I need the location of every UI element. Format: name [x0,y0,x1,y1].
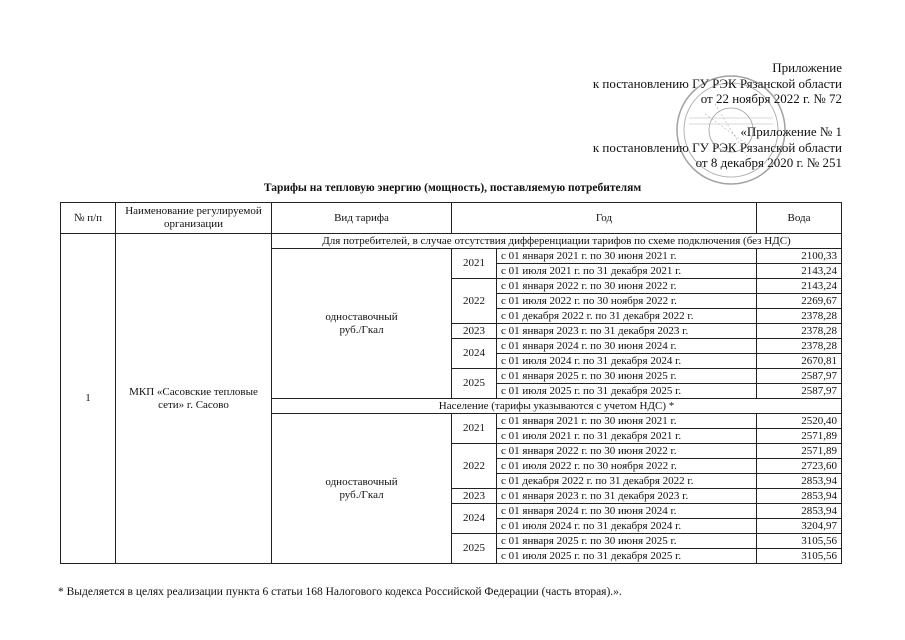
period-cell: с 01 декабря 2022 г. по 31 декабря 2022 г. [497,309,757,324]
period-cell: с 01 января 2023 г. по 31 декабря 2023 г. [497,324,757,339]
footnote: * Выделяется в целях реализации пункта 6 статьи 168 Налогового кодекса Российской Федерации (часть вторая).». [58,586,622,598]
value-cell: 3105,56 [757,534,842,549]
appendix1-date: от 8 декабря 2020 г. № 251 [695,155,842,170]
document-title: Тарифы на тепловую энергию (мощность), поставляемую потребителям [263,182,642,194]
tariff-type: одноставочный [325,475,398,488]
period-cell: с 01 июля 2021 г. по 31 декабря 2021 г. [497,264,757,279]
value-cell: 2723,60 [757,459,842,474]
value-cell: 2378,28 [757,324,842,339]
period-cell: с 01 июля 2021 г. по 31 декабря 2021 г. [497,429,757,444]
appendix-to: к постановлению ГУ РЭК Рязанской области [592,75,842,91]
year-cell: 2021 [452,249,497,279]
value-cell: 2571,89 [757,429,842,444]
tariff-unit: руб./Гкал [339,488,384,501]
value-cell: 2853,94 [757,504,842,519]
value-cell: 2587,97 [757,384,842,399]
tariff-unit: руб./Гкал [339,323,384,336]
period-cell: с 01 июля 2024 г. по 31 декабря 2024 г. [497,519,757,534]
column-header: Вода [757,203,842,234]
period-cell: с 01 июля 2022 г. по 30 ноября 2022 г. [497,459,757,474]
tariff-type: одноставочный [325,310,398,323]
year-cell: 2022 [452,279,497,324]
period-cell: с 01 июля 2025 г. по 31 декабря 2025 г. [497,384,757,399]
appendix1-to: к постановлению ГУ РЭК Рязанской области [592,139,842,155]
table-header-row [61,203,842,234]
value-cell: 2378,28 [757,339,842,354]
section-heading: Для потребителей, в случае отсутствия дифференциации тарифов по схеме подключения (без НДС) [272,234,842,249]
period-cell: с 01 января 2024 г. по 30 июня 2024 г. [497,339,757,354]
column-header: Наименование регулируемой организации [116,203,272,234]
year-cell: 2024 [452,339,497,369]
value-cell: 3204,97 [757,519,842,534]
value-cell: 3105,56 [757,549,842,564]
value-cell: 2571,89 [757,444,842,459]
period-cell: с 01 января 2021 г. по 30 июня 2021 г. [497,414,757,429]
value-cell: 2520,40 [757,414,842,429]
period-cell: с 01 июля 2025 г. по 31 декабря 2025 г. [497,549,757,564]
column-header: Вид тарифа [272,203,452,234]
official-seal-icon [675,74,787,186]
year-cell: 2025 [452,369,497,399]
value-cell: 2378,28 [757,309,842,324]
year-cell: 2023 [452,489,497,504]
period-cell: с 01 января 2023 г. по 31 декабря 2023 г. [497,489,757,504]
value-cell: 2853,94 [757,489,842,504]
value-cell: 2587,97 [757,369,842,384]
period-cell: с 01 января 2025 г. по 30 июня 2025 г. [497,369,757,384]
value-cell: 2100,33 [757,249,842,264]
appendix-date: от 22 ноября 2022 г. № 72 [700,91,842,106]
value-cell: 2670,81 [757,354,842,369]
organization-name: МКП «Сасовские тепловые сети» г. Сасово [116,234,272,564]
tariff-type-cell [272,414,452,564]
appendix-title: Приложение [772,60,842,75]
value-cell: 2853,94 [757,474,842,489]
section-heading-row [61,234,842,249]
period-cell: с 01 января 2022 г. по 30 июня 2022 г. [497,279,757,294]
year-cell: 2022 [452,444,497,489]
period-cell: с 01 июля 2024 г. по 31 декабря 2024 г. [497,354,757,369]
period-cell: с 01 декабря 2022 г. по 31 декабря 2022 г. [497,474,757,489]
year-cell: 2021 [452,414,497,444]
appendix1-title: «Приложение № 1 [740,124,842,139]
tariff-table [60,202,842,564]
period-cell: с 01 января 2021 г. по 30 июня 2021 г. [497,249,757,264]
year-cell: 2023 [452,324,497,339]
value-cell: 2143,24 [757,279,842,294]
tariff-type-cell [272,249,452,399]
section-heading: Население (тарифы указываются с учетом НДС) * [272,399,842,414]
row-number: 1 [61,234,116,564]
column-header: № п/п [61,203,116,234]
period-cell: с 01 января 2025 г. по 30 июня 2025 г. [497,534,757,549]
value-cell: 2143,24 [757,264,842,279]
period-cell: с 01 июля 2022 г. по 30 ноября 2022 г. [497,294,757,309]
column-header: Год [452,203,757,234]
value-cell: 2269,67 [757,294,842,309]
period-cell: с 01 января 2024 г. по 30 июня 2024 г. [497,504,757,519]
period-cell: с 01 января 2022 г. по 30 июня 2022 г. [497,444,757,459]
year-cell: 2024 [452,504,497,534]
year-cell: 2025 [452,534,497,564]
